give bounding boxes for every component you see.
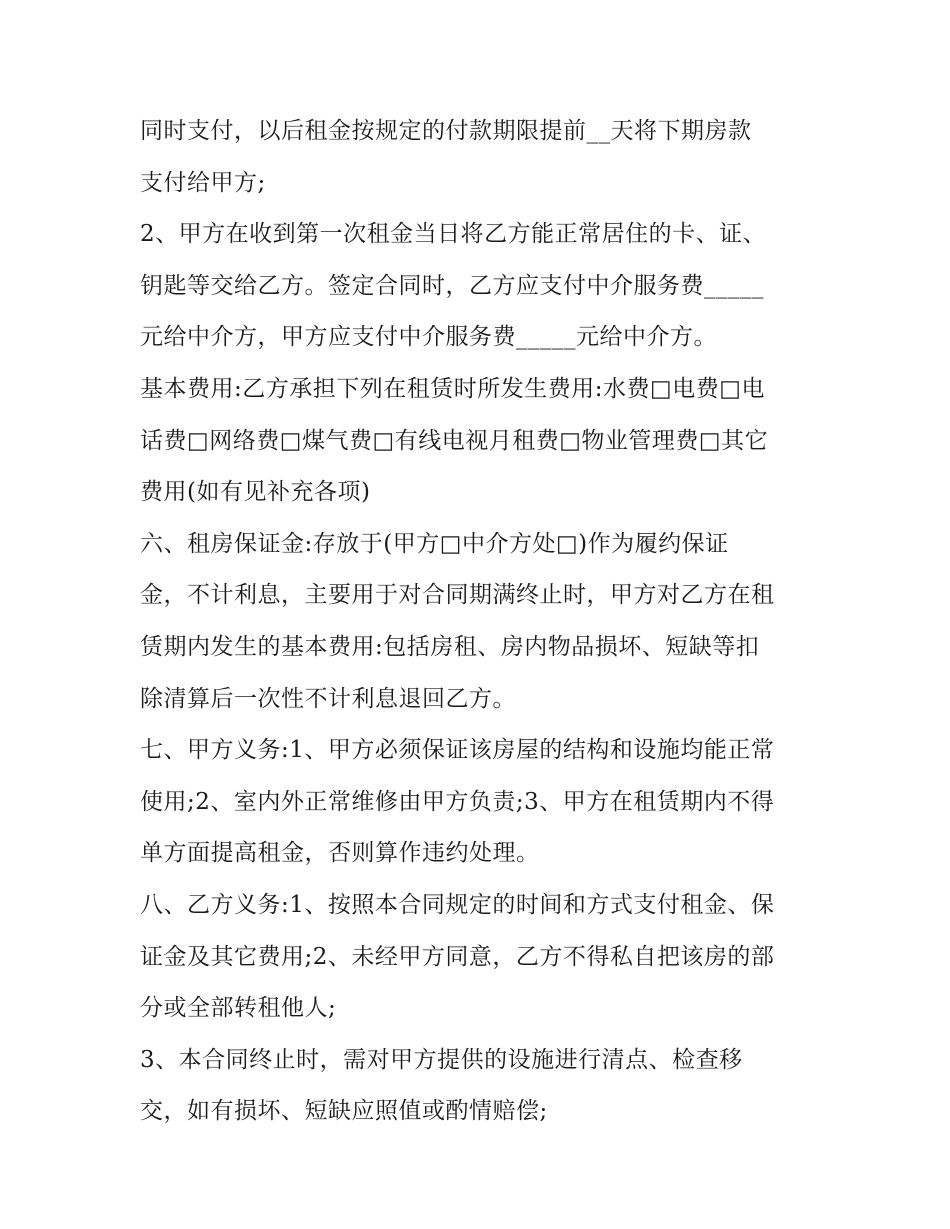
- text-line: 六、租房保证金:存放于(甲方□中介方处□)作为履约保证: [140, 530, 729, 557]
- text-line: 同时支付，以后租金按规定的付款期限提前__天将下期房款: [140, 118, 752, 144]
- text-line: 八、乙方义务:1、按照本合同规定的时间和方式支付租金、保: [140, 891, 775, 918]
- text-line: 基本费用:乙方承担下列在租赁时所发生费用:水费□电费□电: [140, 375, 765, 402]
- text-line: 分或全部转租他人;: [140, 995, 337, 1022]
- text-line: 除清算后一次性不计利息退回乙方。: [140, 685, 516, 712]
- text-line: 话费□网络费□煤气费□有线电视月租费□物业管理费□其它: [140, 427, 769, 454]
- text-line: 金，不计利息，主要用于对合同期满终止时，甲方对乙方在租: [140, 582, 775, 609]
- text-line: 赁期内发生的基本费用:包括房租、房内物品损坏、短缺等扣: [140, 633, 760, 660]
- text-line: 单方面提高租金，否则算作违约处理。: [140, 840, 540, 867]
- text-line: 交，如有损坏、短缺应照值或酌情赔偿;: [140, 1098, 548, 1125]
- text-line: 费用(如有见补充各项): [140, 479, 371, 506]
- text-line: 证金及其它费用;2、未经甲方同意，乙方不得私自把该房的部: [140, 943, 775, 970]
- text-line: 3、本合同终止时，需对甲方提供的设施进行清点、检查移: [140, 1046, 743, 1073]
- text-line: 七、甲方义务:1、甲方必须保证该房屋的结构和设施均能正常: [140, 737, 775, 764]
- text-line: 2、甲方在收到第一次租金当日将乙方能正常居住的卡、证、: [140, 221, 767, 248]
- text-line: 钥匙等交给乙方。签定合同时，乙方应支付中介服务费_____: [140, 272, 764, 299]
- text-line: 支付给甲方;: [140, 169, 266, 196]
- text-line: 使用;2、室内外正常维修由甲方负责;3、甲方在租赁期内不得: [140, 788, 775, 815]
- contract-text: [140, 106, 820, 1138]
- text-line: 元给中介方，甲方应支付中介服务费_____元给中介方。: [140, 324, 717, 351]
